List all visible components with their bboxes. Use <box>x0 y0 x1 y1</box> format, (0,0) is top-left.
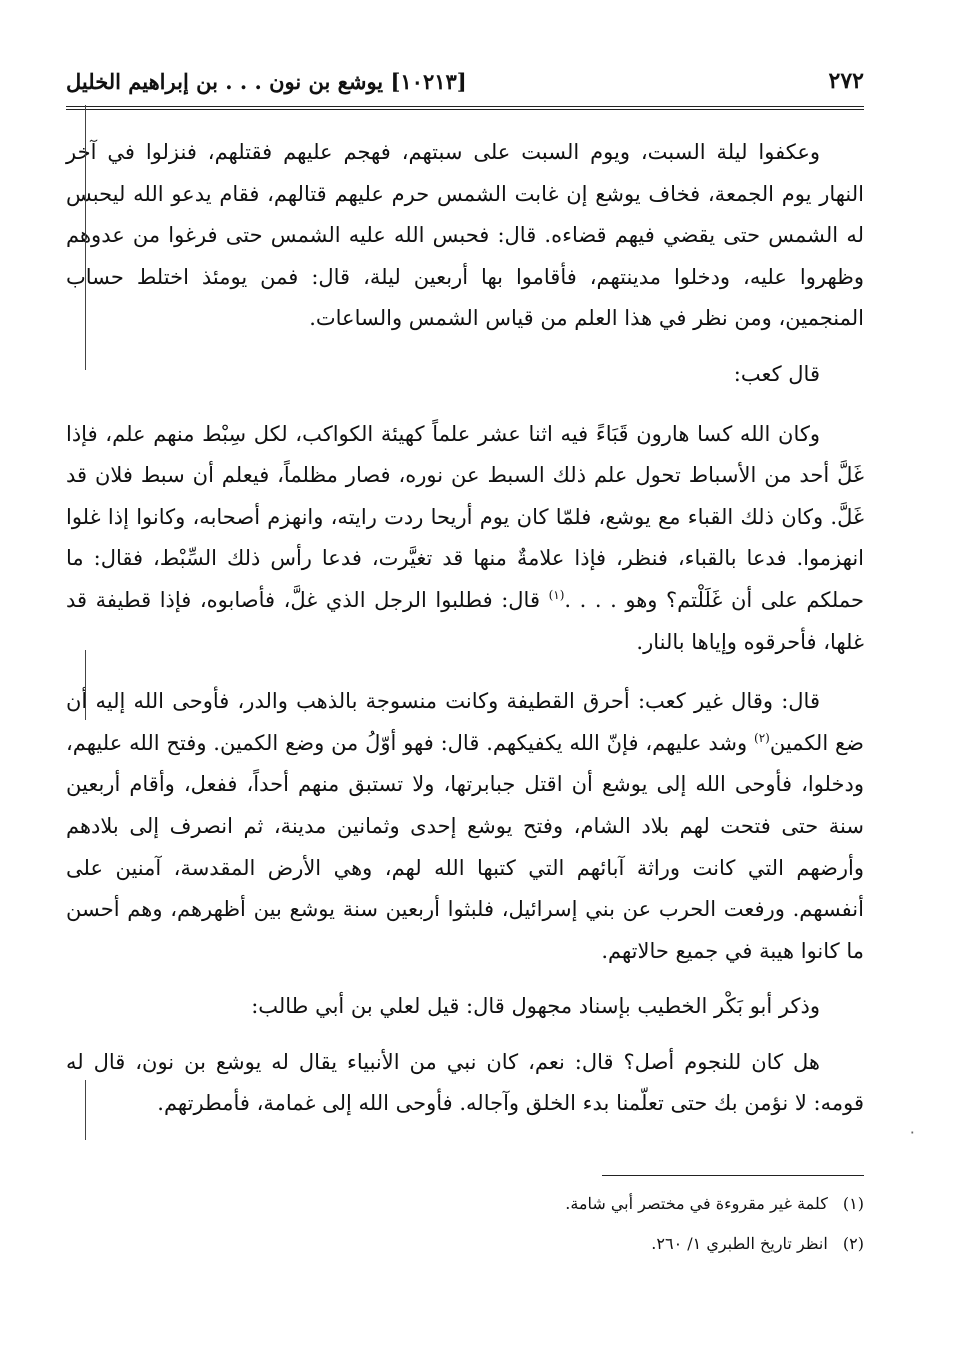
text-line: قد غلها، فأحرقوه وإياها بالنار. <box>66 587 864 654</box>
text-line: الشمس حتى يقضي فيهم قضاءه. قال: فحبس الله عليه الشمس حتى فرغوا من عدوهم <box>66 223 839 248</box>
paragraph-3 <box>66 414 864 664</box>
footnote-2 <box>66 1224 864 1264</box>
header-rule-secondary <box>66 109 864 110</box>
text-line: غلوا انهزموا. فدعا بالقباء، فنظر، فإذا علامةٌ منها قد تغيَّرت، فدعا رأس ذلك السِّبْط، فقال: <box>66 504 864 571</box>
text-line: المنجمين، ومن نظر في هذا العلم من قياس الشمس والساعات. <box>309 306 864 331</box>
text-line: وظهروا عليه، ودخلوا مدينتهم، فأقاموا بها أربعين ليلة، قال: فمن يومئذ اختلط حساب <box>66 264 864 289</box>
text-line: وعكفوا ليلة السبت، ويوم السبت على سبتهم، فهجم عليهم فقتلهم، فنزلوا في آخر النهار <box>66 140 864 206</box>
paragraph-1 <box>66 132 864 340</box>
footnote-ref[interactable]: (٢) <box>754 730 770 745</box>
scan-margin-line <box>85 1080 86 1140</box>
text-line: وذكر أبو بَكْر الخطيب بإسناد مجهول قال: قيل لعلي بن أبي طالب: <box>251 994 820 1019</box>
scan-margin-line <box>85 105 86 370</box>
footnote-number: (١) <box>842 1194 864 1213</box>
footnotes <box>66 1184 864 1264</box>
paragraph-6 <box>66 1042 864 1125</box>
text-line: أحسن ما كانوا هيبة في جميع حالاتهم. <box>66 897 864 963</box>
page-header <box>66 60 864 102</box>
text-line: وشد عليهم، فإنّ الله يكفيكهم. قال: فهو أوّلُ من وضع الكمين. وفتح الله <box>129 730 748 755</box>
text-line: وأقام أربعين سنة حتى فتحت لهم بلاد الشام، وفتح يوشع إحدى وثمانين مدينة، ثم انصرف <box>66 772 864 838</box>
text-line: وكان الله كسا هارون قَبَاءً فيه اثنا عشر علماً كهيئة الكواكب، لكل سِبْط منهم علم، فإذا <box>66 421 820 446</box>
text-line: قال: فطلبوا الرجل الذي غلَّ، فأصابوه، فإذا قطيفة <box>95 587 540 612</box>
text-line: إلى بلادهم وأرضهم التي كانت وراثة آبائهم التي كتبها الله لهم، وهي الأرض المقدسة، آمنين <box>66 813 864 880</box>
text-line: هل كان للنجوم أصل؟ قال: نعم، كان نبي من الأنبياء يقال له يوشع بن نون، قال له <box>66 1049 820 1074</box>
running-title: [١٠٢١٣] يوشع بن نون . . . بن إبراهيم الخليل <box>66 68 467 94</box>
text-line: على أنفسهم. ورفعت الحرب عن بني إسرائيل، فلبثوا أربعين سنة يوشع بين أظهرهم، وهم <box>66 855 864 922</box>
text-line: غَلَّ. وكان ذلك القباء مع يوشع، فلمّا كان يوم أريحا ردت رايته، وانهزم أصحابه، وكانوا إذا <box>107 504 864 529</box>
paragraph-5 <box>66 986 864 1028</box>
text-line: ما حملكم على أن غَلَلْتم؟ وهو . . . . <box>66 546 864 612</box>
text-line: أن ضع الكمين <box>66 689 864 755</box>
footnote-rule <box>602 1175 864 1176</box>
paragraph-2 <box>66 354 864 396</box>
text-line: عليهم، ودخلوا، فأوحى الله إلى يوشع أن اقتل جبابرتها، ولا تستبق منهم أحداً، ففعل، <box>66 730 864 797</box>
scan-margin-line <box>85 650 86 720</box>
scan-margin-mark: ٠ <box>908 1122 917 1141</box>
main-text <box>66 132 864 1125</box>
footnote-text: كلمة غير مقروءة في مختصر أبي شامة. <box>565 1194 828 1213</box>
text-line: قومه: لا نؤمن بك حتى تعلّمنا بدء الخلق وآجاله. فأوحى الله إلى غمامة، فأمطرتهم. <box>157 1091 864 1116</box>
text-line: غَلَّ أحد من الأسباط تحول علم ذلك السبط عن نوره، فصار مظلماً، فيعلم أن سبط فلان قد <box>66 463 864 488</box>
footnote-1 <box>66 1184 864 1224</box>
page-number: ٢٧٢ <box>828 68 864 94</box>
footnote-number: (٢) <box>842 1234 864 1253</box>
header-rule <box>66 106 864 107</box>
footnote-text: انظر تاريخ الطبري ١/ ٢٦٠. <box>651 1234 828 1253</box>
text-line: قال كعب: <box>733 361 820 386</box>
footnote-ref[interactable]: (١) <box>548 587 565 602</box>
text-line: يوم الجمعة، فخاف يوشع إن غابت الشمس حرم عليهم قتالهم، فقام يدعو الله ليحبس له <box>66 181 864 248</box>
text-line: قال: وقال غير كعب: أحرق القطيفة وكانت منسوجة بالذهب والدر، فأوحى الله إليه <box>95 689 820 714</box>
paragraph-4 <box>66 681 864 972</box>
